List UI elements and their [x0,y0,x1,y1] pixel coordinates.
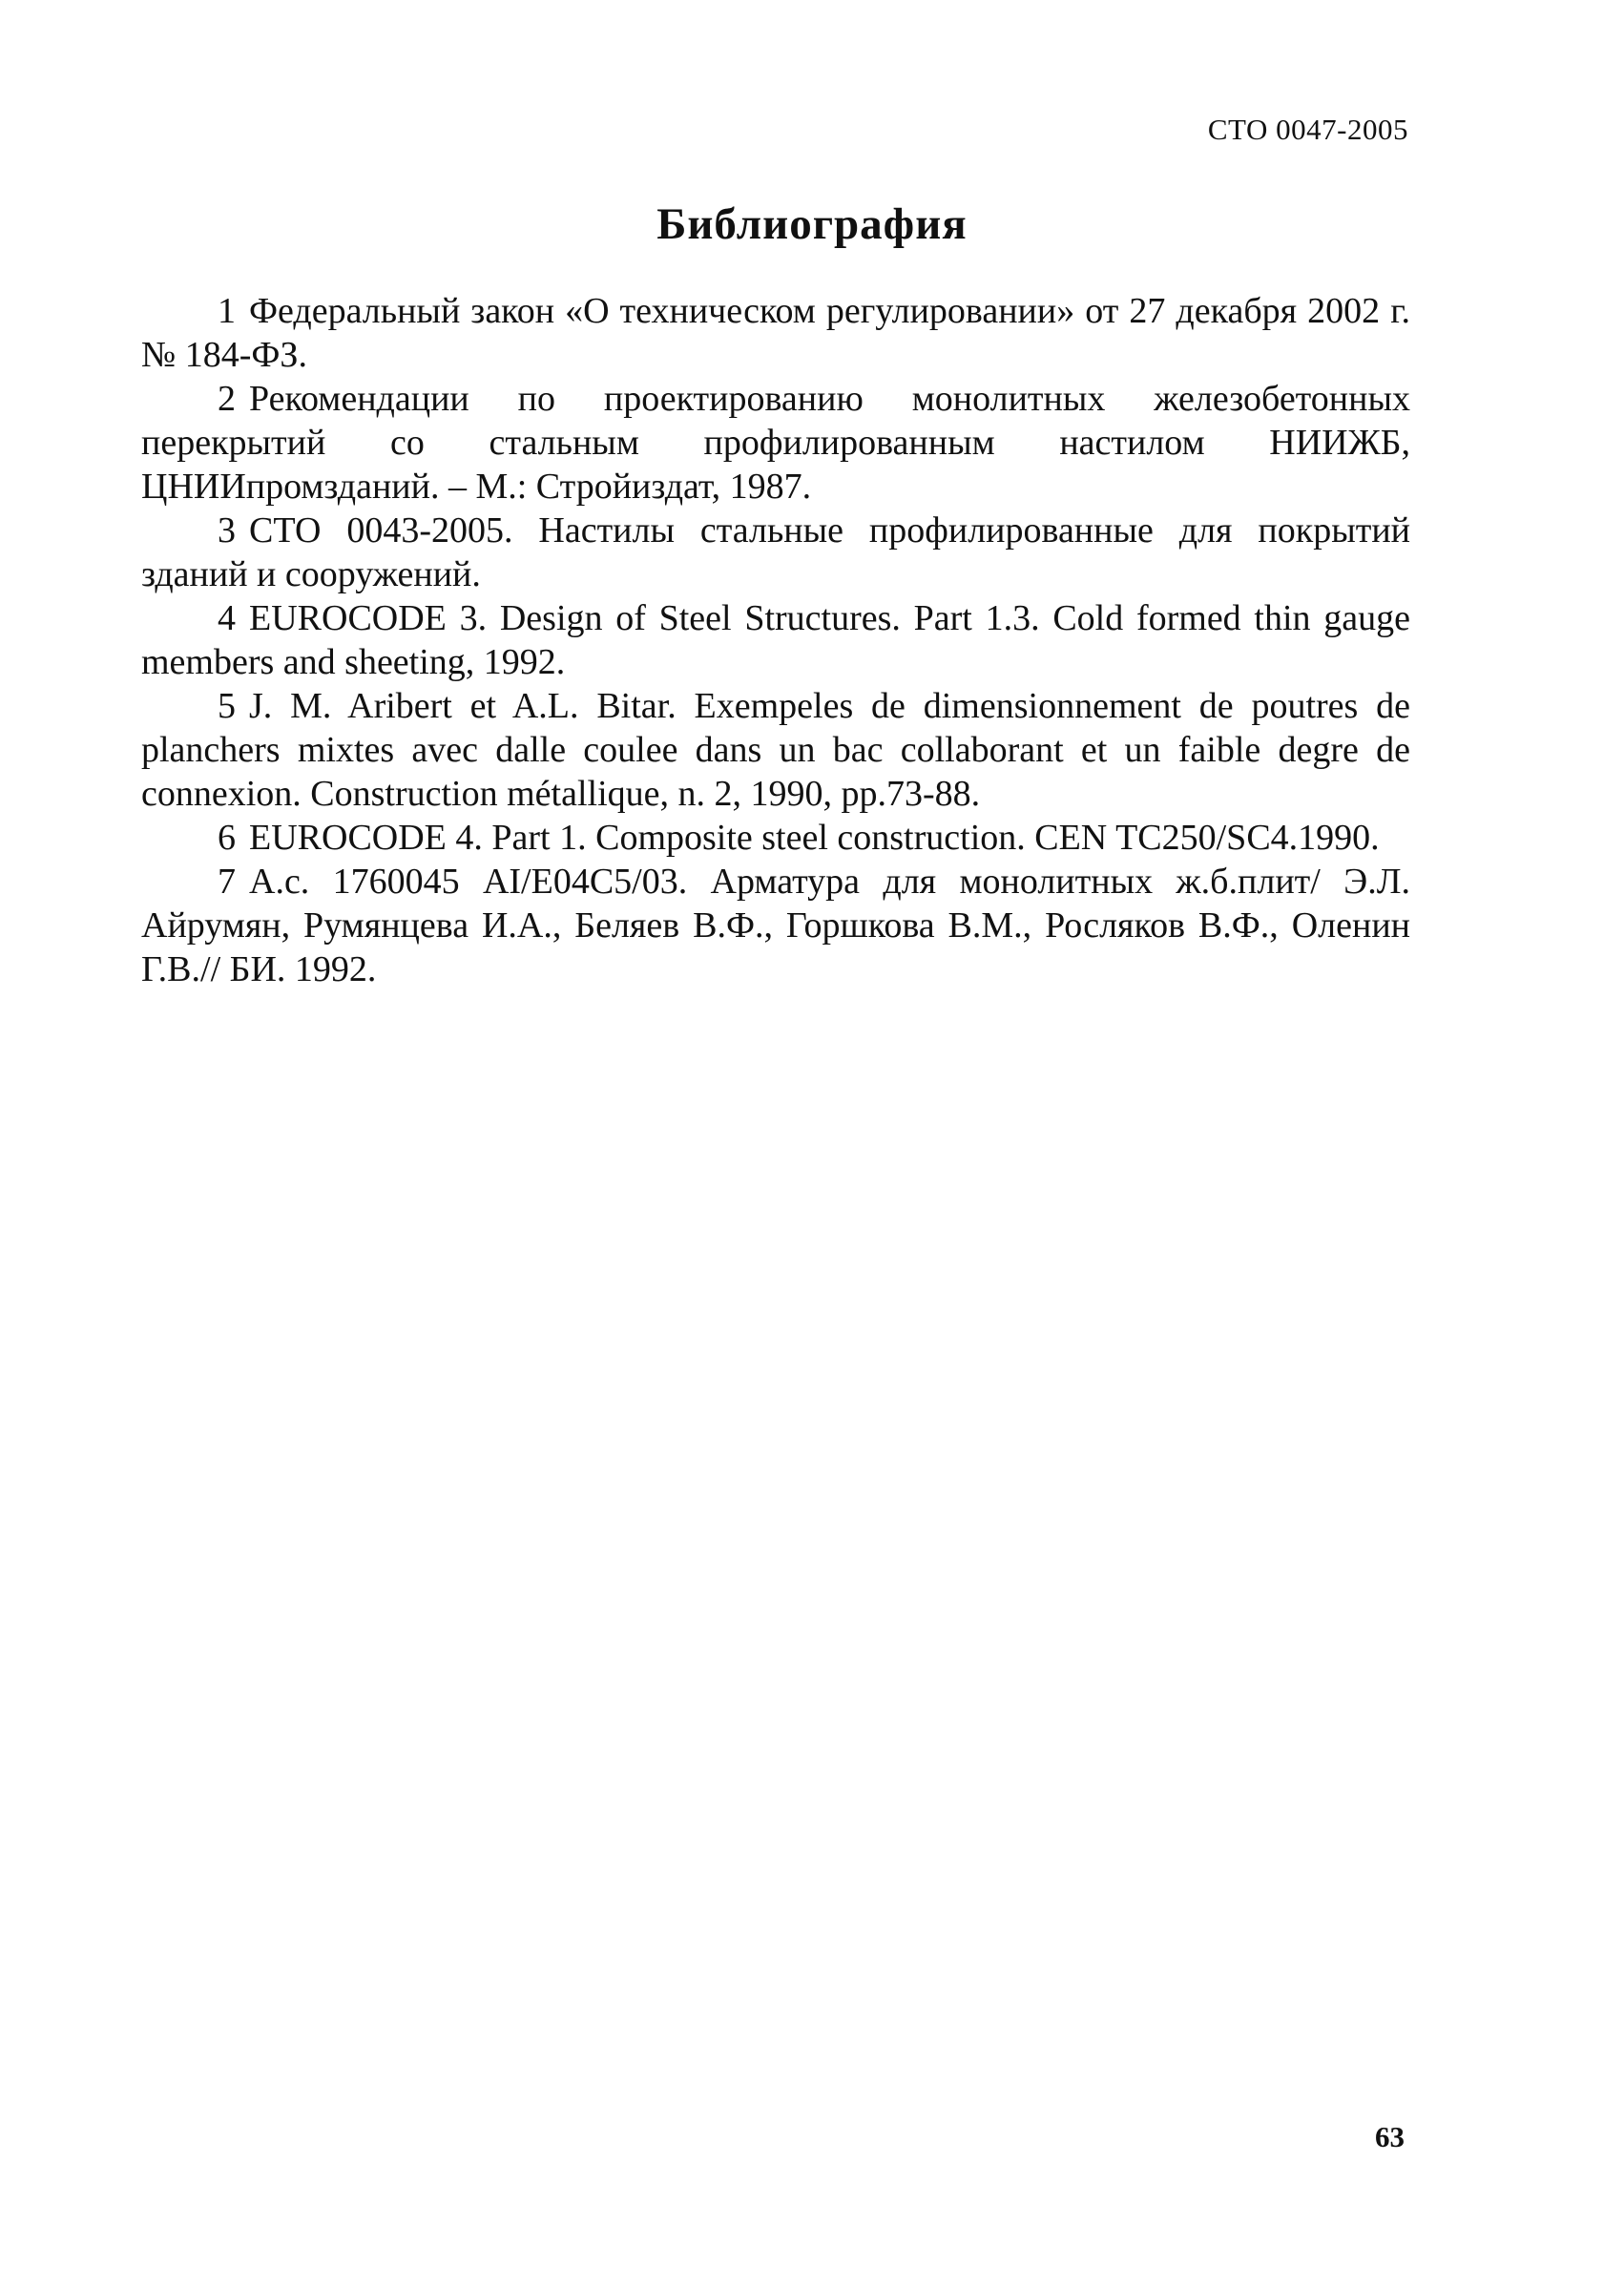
bibliography-item-text: СТО 0043-2005. Настилы стальные профилированные для покрытий зданий и сооружений. [141,510,1410,594]
bibliography-item [141,377,1410,509]
bibliography-item-number: 6 [218,818,236,858]
bibliography-item-number: 3 [218,510,236,551]
bibliography-item-number: 5 [218,686,236,726]
bibliography-item-number: 2 [218,379,236,419]
bibliography-item [141,816,1410,860]
bibliography-item [141,860,1410,991]
bibliography-item-number: 7 [218,862,236,902]
bibliography-item [141,509,1410,596]
bibliography-item [141,596,1410,684]
bibliography-item-text: А.с. 1760045 AI/E04C5/03. Арматура для монолитных ж.б.плит/ Э.Л. Айрумян, Румянцева И.А., Беляев В.Ф., Горшкова В.М., Росляков В.Ф., Оленин Г.В.// БИ. 1992. [141,862,1410,989]
bibliography-item [141,289,1410,377]
document-code: СТО 0047-2005 [1207,113,1408,146]
bibliography-list [141,289,1410,991]
bibliography-item-text: J. M. Aribert et A.L. Bitar. Exempeles de dimensionnement de poutres de planchers mixtes avec dalle coulee dans un bac collaborant et un faible degre de connexion. Construction métallique, n. 2, 1990, pp.73-88. [141,686,1410,814]
bibliography-item [141,684,1410,816]
bibliography-item-text: Рекомендации по проектированию монолитных железобетонных перекрытий со стальным профилированным настилом НИИЖБ, ЦНИИпромзданий. – М.: Стройиздат, 1987. [141,379,1410,507]
bibliography-item-number: 1 [218,291,236,331]
bibliography-item-text: EUROCODE 3. Design of Steel Structures. Part 1.3. Cold formed thin gauge members and sheeting, 1992. [141,598,1410,682]
page-number: 63 [1375,2120,1405,2153]
bibliography-item-number: 4 [218,598,236,638]
page-title: Библиография [656,199,968,249]
bibliography-item-text: EUROCODE 4. Part 1. Composite steel construction. CEN TC250/SC4.1990. [249,818,1380,858]
bibliography-item-text: Федеральный закон «О техническом регулировании» от 27 декабря 2002 г. № 184-ФЗ. [141,291,1410,375]
